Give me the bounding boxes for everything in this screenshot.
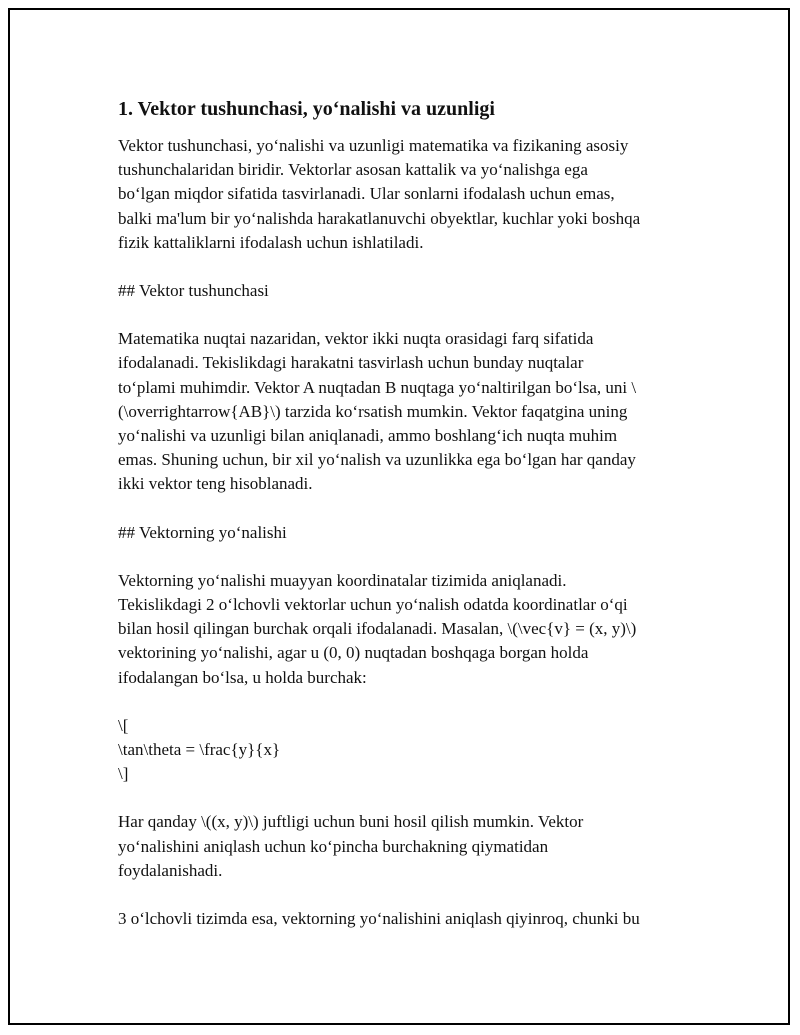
- page-frame: [8, 8, 790, 1025]
- formula-block: \[ \tan\theta = \frac{y}{x} \]: [118, 715, 281, 784]
- section-heading-vektor-tushunchasi: ## Vektor tushunchasi: [118, 281, 269, 301]
- page-title: 1. Vektor tushunchasi, yo‘nalishi va uzunligi: [118, 98, 495, 120]
- paragraph-juftlik: Har qanday \((x, y)\) juftligi uchun buni hosil qilish mumkin. Vektor yo‘nalishini aniqlash uchun ko‘pincha burchakning qiymatidan foydalanishadi.: [118, 812, 584, 880]
- intro-paragraph: Vektor tushunchasi, yo‘nalishi va uzunligi matematika va fizikaning asosiy tushunchalaridan biridir. Vektorlar asosan kattalik va yo‘nalishga ega bo‘lgan miqdor sifatida tasvirlanadi. Ular sonlarni ifodalash uchun emas, balki ma'lum bir yo‘nalishda harakatlanuvchi obyektlar, kuchlar yoki boshqa fizik kattaliklarni ifodalash uchun ishlatiladi.: [118, 136, 641, 252]
- document-content: [118, 96, 708, 955]
- section-heading-vektorning-yonalishi: ## Vektorning yo‘nalishi: [118, 522, 287, 542]
- paragraph-vektor-tushunchasi: Matematika nuqtai nazaridan, vektor ikki nuqta orasidagi farq sifatida ifodalanadi. Tekislikdagi harakatni tasvirlash uchun bunday nuqtalar to‘plami muhimdir. Vektor A nuqtadan B nuqtaga yo‘naltirilgan bo‘lsa, uni \ (\overrightarrow{AB}\) tarzida ko‘rsatish mumkin. Vektor faqatgina uning yo‘nalishi va uzunligi bilan aniqlanadi, ammo boshlang‘ich nuqta muhim emas. Shuning uchun, bir xil yo‘nalish va uzunlikka ega bo‘lgan har qanday ikki vektor teng hisoblanadi.: [118, 329, 637, 494]
- paragraph-3d: 3 o‘lchovli tizimda esa, vektorning yo‘nalishini aniqlash qiyinroq, chunki bu: [118, 909, 640, 929]
- paragraph-yonalish: Vektorning yo‘nalishi muayyan koordinatalar tizimida aniqlanadi. Tekislikdagi 2 o‘lchovli vektorlar uchun yo‘nalish odatda koordinatlar o‘qi bilan hosil qilingan burchak orqali ifodalanadi. Masalan, \(\vec{v} = (x, y)\) vektorining yo‘nalishi, agar u (0, 0) nuqtadan boshqaga borgan holda ifodalangan bo‘lsa, u holda burchak:: [118, 570, 637, 687]
